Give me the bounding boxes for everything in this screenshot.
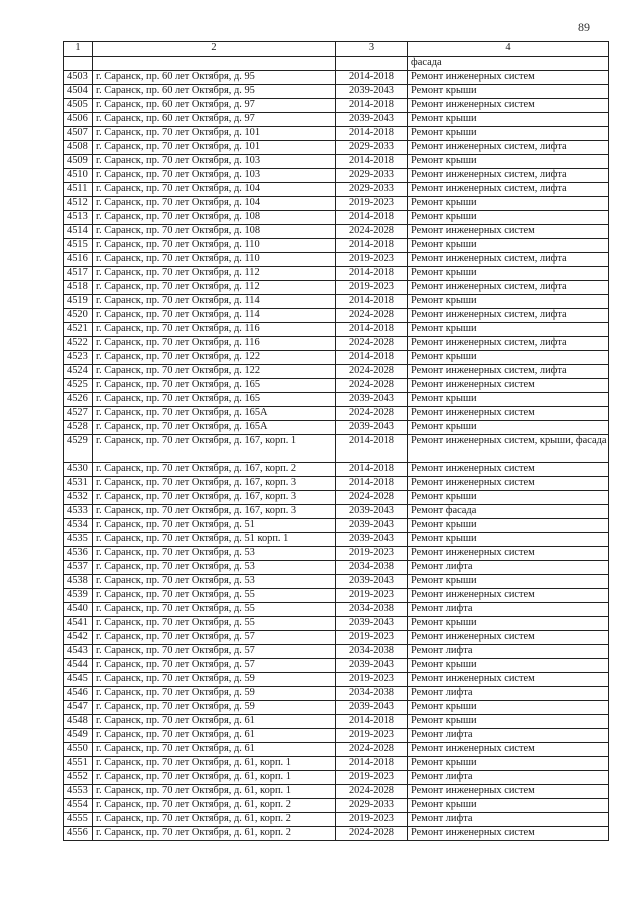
cell-address: г. Саранск, пр. 70 лет Октября, д. 59	[93, 673, 336, 687]
cell-number: 4546	[64, 687, 93, 701]
cell-address: г. Саранск, пр. 70 лет Октября, д. 61, корп. 1	[93, 771, 336, 785]
table-row	[64, 687, 609, 701]
cell-work: Ремонт крыши	[408, 85, 609, 99]
table-row	[64, 365, 609, 379]
cell-address: г. Саранск, пр. 70 лет Октября, д. 116	[93, 323, 336, 337]
cell-number: 4522	[64, 337, 93, 351]
cell-period: 2039-2043	[336, 505, 408, 519]
cell-period: 2039-2043	[336, 393, 408, 407]
cell-number: 4517	[64, 267, 93, 281]
cell-work: Ремонт инженерных систем	[408, 379, 609, 393]
table-row	[64, 337, 609, 351]
table-row	[64, 827, 609, 841]
table-row	[64, 85, 609, 99]
table-row	[64, 505, 609, 519]
cell-address: г. Саранск, пр. 70 лет Октября, д. 51	[93, 519, 336, 533]
cell-number: 4551	[64, 757, 93, 771]
cell-number: 4549	[64, 729, 93, 743]
cell-period: 2019-2023	[336, 547, 408, 561]
cell-address: г. Саранск, пр. 70 лет Октября, д. 167, корп. 3	[93, 477, 336, 491]
cell-address: г. Саранск, пр. 70 лет Октября, д. 114	[93, 295, 336, 309]
table-row	[64, 491, 609, 505]
table-row	[64, 239, 609, 253]
cell-address: г. Саранск, пр. 70 лет Октября, д. 101	[93, 141, 336, 155]
cell-period: 2029-2033	[336, 183, 408, 197]
cell-address: г. Саранск, пр. 70 лет Октября, д. 165	[93, 393, 336, 407]
cell-address: г. Саранск, пр. 70 лет Октября, д. 61, корп. 1	[93, 785, 336, 799]
cell-number: 4542	[64, 631, 93, 645]
cell-period: 2019-2023	[336, 589, 408, 603]
table-row	[64, 645, 609, 659]
cell-period: 2024-2028	[336, 379, 408, 393]
cell-work: Ремонт крыши	[408, 393, 609, 407]
cell-address: г. Саранск, пр. 70 лет Октября, д. 104	[93, 197, 336, 211]
cell-period: 2014-2018	[336, 71, 408, 85]
cell-work: Ремонт крыши	[408, 267, 609, 281]
cell-period: 2024-2028	[336, 225, 408, 239]
cell-work: Ремонт инженерных систем, лифта	[408, 309, 609, 323]
cell-work: Ремонт инженерных систем, лифта	[408, 337, 609, 351]
table-row	[64, 715, 609, 729]
table-row	[64, 659, 609, 673]
column-header-4: 4	[408, 42, 609, 57]
cell-work: Ремонт крыши	[408, 421, 609, 435]
cell-address: г. Саранск, пр. 70 лет Октября, д. 167, корп. 1	[93, 435, 336, 463]
cell-number: 4529	[64, 435, 93, 463]
cell-number: 4541	[64, 617, 93, 631]
table-row	[64, 281, 609, 295]
cell-address: г. Саранск, пр. 70 лет Октября, д. 61, корп. 1	[93, 757, 336, 771]
cell-address: г. Саранск, пр. 60 лет Октября, д. 95	[93, 85, 336, 99]
table-row	[64, 701, 609, 715]
table-row	[64, 99, 609, 113]
cell-period: 2024-2028	[336, 491, 408, 505]
cell-period: 2014-2018	[336, 757, 408, 771]
cell-address: г. Саранск, пр. 70 лет Октября, д. 112	[93, 267, 336, 281]
cell-period: 2039-2043	[336, 659, 408, 673]
cell-work: Ремонт фасада	[408, 505, 609, 519]
cell-period: 2019-2023	[336, 813, 408, 827]
cell-period: 2019-2023	[336, 673, 408, 687]
cell-period: 2039-2043	[336, 519, 408, 533]
cell-period: 2039-2043	[336, 575, 408, 589]
cell-address: г. Саранск, пр. 70 лет Октября, д. 122	[93, 365, 336, 379]
cell-period: 2024-2028	[336, 407, 408, 421]
cell-number: 4534	[64, 519, 93, 533]
table-row	[64, 183, 609, 197]
cell-work: Ремонт крыши	[408, 575, 609, 589]
cell-period: 2014-2018	[336, 99, 408, 113]
table-row	[64, 589, 609, 603]
cell-period: 2034-2038	[336, 687, 408, 701]
cell-work: Ремонт инженерных систем, лифта	[408, 365, 609, 379]
table-row	[64, 393, 609, 407]
cell-number: 4540	[64, 603, 93, 617]
cell-period: 2014-2018	[336, 127, 408, 141]
cell-work: Ремонт инженерных систем	[408, 673, 609, 687]
table-row	[64, 113, 609, 127]
cell-address: г. Саранск, пр. 70 лет Октября, д. 53	[93, 575, 336, 589]
cell-number: 4536	[64, 547, 93, 561]
cell-work: Ремонт крыши	[408, 715, 609, 729]
cell-work: Ремонт крыши	[408, 491, 609, 505]
cell-address: г. Саранск, пр. 70 лет Октября, д. 108	[93, 225, 336, 239]
cell-period: 2029-2033	[336, 169, 408, 183]
cell-address: г. Саранск, пр. 70 лет Октября, д. 167, корп. 3	[93, 491, 336, 505]
cell-address: г. Саранск, пр. 70 лет Октября, д. 167, корп. 2	[93, 463, 336, 477]
cell-period: 2024-2028	[336, 365, 408, 379]
column-header-2: 2	[93, 42, 336, 57]
cell-work: Ремонт лифта	[408, 813, 609, 827]
cell-work: Ремонт крыши	[408, 239, 609, 253]
cell-address: г. Саранск, пр. 70 лет Октября, д. 61	[93, 715, 336, 729]
table-row	[64, 603, 609, 617]
cell-address: г. Саранск, пр. 70 лет Октября, д. 165А	[93, 421, 336, 435]
table-header-row	[64, 42, 609, 57]
cell-work: Ремонт инженерных систем, лифта	[408, 183, 609, 197]
cell-number: 4504	[64, 85, 93, 99]
cell-number: 4521	[64, 323, 93, 337]
cell-address: г. Саранск, пр. 70 лет Октября, д. 53	[93, 561, 336, 575]
cell-number: 4518	[64, 281, 93, 295]
cell-period: 2024-2028	[336, 743, 408, 757]
cell-address: г. Саранск, пр. 70 лет Октября, д. 101	[93, 127, 336, 141]
cell-address: г. Саранск, пр. 70 лет Октября, д. 122	[93, 351, 336, 365]
table-row	[64, 561, 609, 575]
cell-number: 4531	[64, 477, 93, 491]
table-row	[64, 463, 609, 477]
cell-work: Ремонт крыши	[408, 113, 609, 127]
cell-number: 4519	[64, 295, 93, 309]
cell-address	[93, 57, 336, 71]
table-row	[64, 309, 609, 323]
cell-work: Ремонт крыши	[408, 799, 609, 813]
cell-number: 4525	[64, 379, 93, 393]
cell-address: г. Саранск, пр. 70 лет Октября, д. 112	[93, 281, 336, 295]
table-row	[64, 141, 609, 155]
cell-work: Ремонт инженерных систем	[408, 827, 609, 841]
cell-address: г. Саранск, пр. 70 лет Октября, д. 55	[93, 603, 336, 617]
cell-number: 4539	[64, 589, 93, 603]
table-row	[64, 617, 609, 631]
cell-address: г. Саранск, пр. 70 лет Октября, д. 61, корп. 2	[93, 827, 336, 841]
cell-period: 2019-2023	[336, 253, 408, 267]
cell-period: 2014-2018	[336, 351, 408, 365]
cell-number: 4538	[64, 575, 93, 589]
cell-number: 4509	[64, 155, 93, 169]
cell-work: Ремонт инженерных систем	[408, 547, 609, 561]
cell-work: Ремонт крыши	[408, 701, 609, 715]
cell-work: Ремонт крыши	[408, 617, 609, 631]
cell-work: Ремонт лифта	[408, 645, 609, 659]
cell-number: 4552	[64, 771, 93, 785]
cell-work: Ремонт крыши	[408, 127, 609, 141]
cell-number: 4523	[64, 351, 93, 365]
cell-period: 2039-2043	[336, 533, 408, 547]
cell-address: г. Саранск, пр. 70 лет Октября, д. 57	[93, 659, 336, 673]
cell-period: 2014-2018	[336, 239, 408, 253]
table-row	[64, 673, 609, 687]
table-row	[64, 211, 609, 225]
cell-address: г. Саранск, пр. 70 лет Октября, д. 61	[93, 743, 336, 757]
cell-number: 4553	[64, 785, 93, 799]
table-row	[64, 267, 609, 281]
cell-work: Ремонт крыши	[408, 659, 609, 673]
cell-period: 2014-2018	[336, 463, 408, 477]
cell-period: 2014-2018	[336, 477, 408, 491]
cell-number: 4527	[64, 407, 93, 421]
cell-address: г. Саранск, пр. 70 лет Октября, д. 51 корп. 1	[93, 533, 336, 547]
cell-period: 2019-2023	[336, 729, 408, 743]
cell-period: 2014-2018	[336, 211, 408, 225]
table-row	[64, 631, 609, 645]
cell-number: 4556	[64, 827, 93, 841]
cell-number: 4512	[64, 197, 93, 211]
cell-work: Ремонт крыши	[408, 351, 609, 365]
cell-work: Ремонт крыши	[408, 533, 609, 547]
cell-period: 2014-2018	[336, 267, 408, 281]
cell-address: г. Саранск, пр. 60 лет Октября, д. 97	[93, 113, 336, 127]
cell-period: 2039-2043	[336, 701, 408, 715]
cell-work: Ремонт инженерных систем	[408, 407, 609, 421]
cell-period: 2024-2028	[336, 827, 408, 841]
cell-address: г. Саранск, пр. 70 лет Октября, д. 165А	[93, 407, 336, 421]
cell-work: Ремонт инженерных систем	[408, 463, 609, 477]
cell-number: 4535	[64, 533, 93, 547]
cell-work: Ремонт крыши	[408, 155, 609, 169]
cell-period: 2014-2018	[336, 435, 408, 463]
table-row	[64, 729, 609, 743]
table-row	[64, 407, 609, 421]
cell-address: г. Саранск, пр. 70 лет Октября, д. 103	[93, 169, 336, 183]
cell-address: г. Саранск, пр. 70 лет Октября, д. 55	[93, 617, 336, 631]
cell-work: Ремонт инженерных систем	[408, 99, 609, 113]
cell-period: 2029-2033	[336, 799, 408, 813]
cell-number: 4547	[64, 701, 93, 715]
cell-work: Ремонт инженерных систем	[408, 743, 609, 757]
table-row	[64, 757, 609, 771]
cell-period	[336, 57, 408, 71]
cell-work: Ремонт инженерных систем	[408, 785, 609, 799]
cell-period: 2014-2018	[336, 155, 408, 169]
cell-work: Ремонт лифта	[408, 561, 609, 575]
cell-period: 2034-2038	[336, 603, 408, 617]
column-header-3: 3	[336, 42, 408, 57]
cell-work: Ремонт инженерных систем	[408, 71, 609, 85]
cell-period: 2039-2043	[336, 85, 408, 99]
cell-work: Ремонт крыши	[408, 295, 609, 309]
cell-work: Ремонт инженерных систем, лифта	[408, 141, 609, 155]
cell-work: Ремонт лифта	[408, 687, 609, 701]
cell-address: г. Саранск, пр. 70 лет Октября, д. 59	[93, 701, 336, 715]
cell-period: 2029-2033	[336, 141, 408, 155]
cell-number: 4524	[64, 365, 93, 379]
cell-number: 4510	[64, 169, 93, 183]
cell-period: 2039-2043	[336, 421, 408, 435]
cell-work: Ремонт крыши	[408, 211, 609, 225]
cell-number: 4533	[64, 505, 93, 519]
cell-address: г. Саранск, пр. 70 лет Октября, д. 116	[93, 337, 336, 351]
table-row	[64, 155, 609, 169]
cell-work: Ремонт инженерных систем, лифта	[408, 169, 609, 183]
cell-number: 4526	[64, 393, 93, 407]
cell-number: 4544	[64, 659, 93, 673]
cell-work: Ремонт лифта	[408, 729, 609, 743]
cell-work: Ремонт крыши	[408, 519, 609, 533]
table-row	[64, 421, 609, 435]
table-row	[64, 71, 609, 85]
cell-work: Ремонт инженерных систем	[408, 477, 609, 491]
table-row	[64, 477, 609, 491]
cell-number: 4516	[64, 253, 93, 267]
cell-address: г. Саранск, пр. 70 лет Октября, д. 167, корп. 3	[93, 505, 336, 519]
cell-number: 4506	[64, 113, 93, 127]
cell-period: 2014-2018	[336, 295, 408, 309]
cell-address: г. Саранск, пр. 70 лет Октября, д. 104	[93, 183, 336, 197]
table-row	[64, 771, 609, 785]
cell-address: г. Саранск, пр. 70 лет Октября, д. 61	[93, 729, 336, 743]
cell-address: г. Саранск, пр. 70 лет Октября, д. 108	[93, 211, 336, 225]
cell-number: 4543	[64, 645, 93, 659]
table-row	[64, 351, 609, 365]
cell-number: 4515	[64, 239, 93, 253]
cell-period: 2019-2023	[336, 197, 408, 211]
cell-period: 2014-2018	[336, 715, 408, 729]
cell-period: 2024-2028	[336, 785, 408, 799]
table-row	[64, 533, 609, 547]
cell-number: 4513	[64, 211, 93, 225]
table-row	[64, 575, 609, 589]
cell-address: г. Саранск, пр. 70 лет Октября, д. 59	[93, 687, 336, 701]
table-row	[64, 197, 609, 211]
cell-number: 4507	[64, 127, 93, 141]
cell-address: г. Саранск, пр. 70 лет Октября, д. 61, корп. 2	[93, 813, 336, 827]
cell-number: 4532	[64, 491, 93, 505]
cell-address: г. Саранск, пр. 60 лет Октября, д. 97	[93, 99, 336, 113]
cell-work: Ремонт крыши	[408, 757, 609, 771]
cell-period: 2019-2023	[336, 281, 408, 295]
cell-period: 2019-2023	[336, 771, 408, 785]
cell-work: Ремонт инженерных систем	[408, 589, 609, 603]
table-row	[64, 519, 609, 533]
cell-work: Ремонт крыши	[408, 323, 609, 337]
page-number: 89	[578, 20, 590, 34]
table-row	[64, 743, 609, 757]
table-row	[64, 253, 609, 267]
table-row	[64, 379, 609, 393]
continued-row	[64, 57, 609, 71]
cell-address: г. Саранск, пр. 70 лет Октября, д. 61, корп. 2	[93, 799, 336, 813]
cell-period: 2034-2038	[336, 645, 408, 659]
cell-address: г. Саранск, пр. 70 лет Октября, д. 114	[93, 309, 336, 323]
cell-address: г. Саранск, пр. 70 лет Октября, д. 55	[93, 589, 336, 603]
cell-work: Ремонт инженерных систем, лифта	[408, 281, 609, 295]
table-row	[64, 785, 609, 799]
cell-address: г. Саранск, пр. 70 лет Октября, д. 57	[93, 645, 336, 659]
cell-number: 4511	[64, 183, 93, 197]
cell-address: г. Саранск, пр. 60 лет Октября, д. 95	[93, 71, 336, 85]
cell-address: г. Саранск, пр. 70 лет Октября, д. 57	[93, 631, 336, 645]
table-row	[64, 435, 609, 463]
cell-work: Ремонт крыши	[408, 197, 609, 211]
cell-number	[64, 57, 93, 71]
cell-address: г. Саранск, пр. 70 лет Октября, д. 110	[93, 253, 336, 267]
cell-number: 4548	[64, 715, 93, 729]
cell-number: 4554	[64, 799, 93, 813]
cell-number: 4545	[64, 673, 93, 687]
cell-number: 4514	[64, 225, 93, 239]
cell-period: 2024-2028	[336, 309, 408, 323]
cell-address: г. Саранск, пр. 70 лет Октября, д. 165	[93, 379, 336, 393]
repair-schedule-table	[63, 41, 609, 841]
cell-period: 2039-2043	[336, 617, 408, 631]
column-header-1: 1	[64, 42, 93, 57]
cell-period: 2019-2023	[336, 631, 408, 645]
table-row	[64, 295, 609, 309]
cell-address: г. Саранск, пр. 70 лет Октября, д. 110	[93, 239, 336, 253]
cell-number: 4530	[64, 463, 93, 477]
table-row	[64, 799, 609, 813]
cell-period: 2024-2028	[336, 337, 408, 351]
table-row	[64, 323, 609, 337]
cell-address: г. Саранск, пр. 70 лет Октября, д. 103	[93, 155, 336, 169]
cell-work: Ремонт лифта	[408, 771, 609, 785]
cell-number: 4520	[64, 309, 93, 323]
cell-work: Ремонт инженерных систем, лифта	[408, 253, 609, 267]
table-row	[64, 547, 609, 561]
table-row	[64, 813, 609, 827]
cell-address: г. Саранск, пр. 70 лет Октября, д. 53	[93, 547, 336, 561]
cell-number: 4508	[64, 141, 93, 155]
cell-work: Ремонт лифта	[408, 603, 609, 617]
table-row	[64, 225, 609, 239]
cell-period: 2034-2038	[336, 561, 408, 575]
cell-period: 2039-2043	[336, 113, 408, 127]
table-row	[64, 127, 609, 141]
cell-work: Ремонт инженерных систем, крыши, фасада	[408, 435, 609, 463]
table-row	[64, 169, 609, 183]
cell-work: Ремонт инженерных систем	[408, 631, 609, 645]
cell-number: 4503	[64, 71, 93, 85]
cell-number: 4550	[64, 743, 93, 757]
cell-number: 4537	[64, 561, 93, 575]
cell-work: Ремонт инженерных систем	[408, 225, 609, 239]
cell-number: 4555	[64, 813, 93, 827]
cell-period: 2014-2018	[336, 323, 408, 337]
cell-work: фасада	[408, 57, 609, 71]
cell-number: 4505	[64, 99, 93, 113]
cell-number: 4528	[64, 421, 93, 435]
